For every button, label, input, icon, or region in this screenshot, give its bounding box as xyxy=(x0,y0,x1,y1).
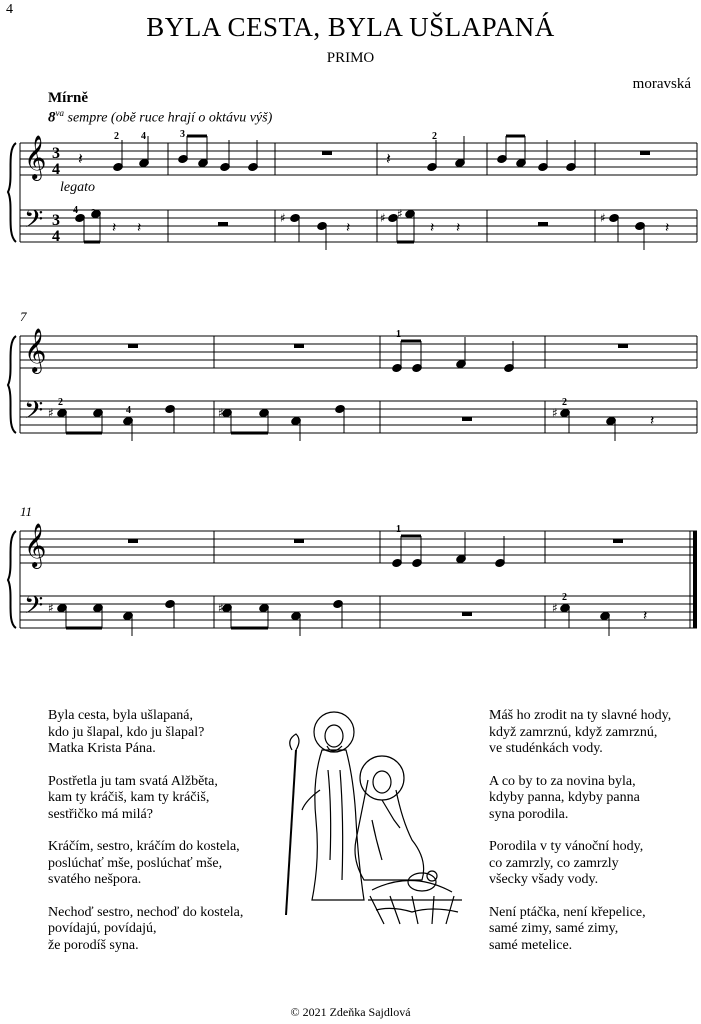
svg-text:𝄽: 𝄽 xyxy=(430,220,435,236)
fingering: 2 xyxy=(114,131,119,142)
treble-clef-icon: 𝄞 xyxy=(24,328,47,372)
fingering: 4 xyxy=(141,131,146,142)
svg-text:♯: ♯ xyxy=(600,211,606,225)
lyrics-right-column xyxy=(489,708,699,970)
ottava-sign: 8 xyxy=(48,109,56,126)
svg-text:𝄽: 𝄽 xyxy=(346,220,351,236)
svg-text:♯: ♯ xyxy=(397,207,403,221)
lyrics-verse: Není ptáčka, není křepelice, samé zimy, samé zimy, samé metelice. xyxy=(489,904,646,953)
nativity-illustration xyxy=(272,710,472,935)
ottava-sup: va xyxy=(55,108,64,118)
brace-icon xyxy=(8,531,16,628)
svg-text:𝄽: 𝄽 xyxy=(386,149,391,168)
treble-clef-icon: 𝄞 xyxy=(24,135,47,179)
fingering: 2 xyxy=(562,592,567,603)
svg-text:𝄽: 𝄽 xyxy=(456,220,461,236)
treble-clef-icon: 𝄞 xyxy=(24,523,47,567)
fingering: 2 xyxy=(58,397,63,408)
song-title: BYLA CESTA, BYLA UŠLAPANÁ xyxy=(146,12,555,42)
svg-text:♯: ♯ xyxy=(280,211,286,225)
bass-clef-icon: 𝄢 xyxy=(24,205,44,240)
part-subtitle: PRIMO xyxy=(326,50,375,66)
bass-clef-icon: 𝄢 xyxy=(24,591,44,626)
fingering: 1 xyxy=(396,329,401,340)
svg-text:♯: ♯ xyxy=(48,601,54,615)
ottava-text: sempre (obě ruce hrají o oktávu výš) xyxy=(64,110,273,126)
brace-icon xyxy=(8,336,16,433)
song-origin: moravská xyxy=(632,76,691,92)
fingering: 2 xyxy=(432,131,437,142)
lyrics-verse: Kráčím, sestro, kráčím do kostela, poslúchať mše, poslúchať mše, svatého nešpora. xyxy=(48,839,240,887)
fingering: 3 xyxy=(180,129,185,140)
lyrics-verse: Nechoď sestro, nechoď do kostela, povídajú, povídajú, že porodíš syna. xyxy=(48,904,244,953)
svg-text:♯: ♯ xyxy=(380,211,386,225)
lyrics-verse: A co by to za novina byla, kdyby panna, kdyby panna syna porodila. xyxy=(489,773,640,822)
svg-text:♯: ♯ xyxy=(218,406,224,420)
legato-marking: legato xyxy=(60,180,95,195)
measure-number: 11 xyxy=(20,504,33,519)
svg-text:𝄽: 𝄽 xyxy=(650,413,655,429)
final-barline xyxy=(693,531,697,628)
music-system-3 xyxy=(0,500,701,650)
copyright-notice: © 2021 Zdeňka Sajdlová xyxy=(290,1005,411,1019)
lyrics-left-column xyxy=(48,708,288,970)
fingering: 4 xyxy=(73,205,78,216)
svg-text:𝄽: 𝄽 xyxy=(78,149,83,168)
fingering: 2 xyxy=(562,397,567,408)
lyrics-verse: Porodila v ty vánoční hody, co zamrzly, co zamrzly všecky všady vody. xyxy=(489,839,644,887)
tempo-marking: Mírně xyxy=(48,90,88,106)
page-number: 4 xyxy=(6,2,13,17)
time-sig-treble: 3 xyxy=(52,145,60,162)
svg-text:♯: ♯ xyxy=(552,406,558,420)
svg-text:♯: ♯ xyxy=(48,406,54,420)
svg-text:𝄽: 𝄽 xyxy=(112,220,117,236)
music-system-2 xyxy=(0,305,701,455)
svg-text:𝄽: 𝄽 xyxy=(643,608,648,624)
lyrics-verse: Máš ho zrodit na ty slavné hody, když zamrznú, když zamrznú, ve studénkách vody. xyxy=(489,708,672,756)
svg-text:♯: ♯ xyxy=(218,601,224,615)
fingering: 1 xyxy=(396,524,401,535)
music-system-1 xyxy=(0,120,701,280)
fingering: 4 xyxy=(126,405,131,416)
lyrics-verse: Postřetla ju tam svatá Alžběta, kam ty kráčiš, kam ty kráčiš, sestřičko má milá? xyxy=(48,773,218,822)
svg-text:𝄽: 𝄽 xyxy=(665,220,670,236)
fingering: 2 xyxy=(91,208,96,219)
time-sig-bass: 3 xyxy=(52,212,60,229)
svg-text:♯: ♯ xyxy=(552,601,558,615)
svg-text:𝄽: 𝄽 xyxy=(137,220,142,236)
brace-icon xyxy=(8,143,16,242)
lyrics-verse: Byla cesta, byla ušlapaná, kdo ju šlapal, kdo ju šlapal? Matka Krista Pána. xyxy=(48,708,205,756)
time-sig-bass-bottom: 4 xyxy=(52,228,60,245)
measure-number: 7 xyxy=(20,309,27,324)
bass-clef-icon: 𝄢 xyxy=(24,396,44,431)
time-sig-treble-bottom: 4 xyxy=(52,161,60,178)
